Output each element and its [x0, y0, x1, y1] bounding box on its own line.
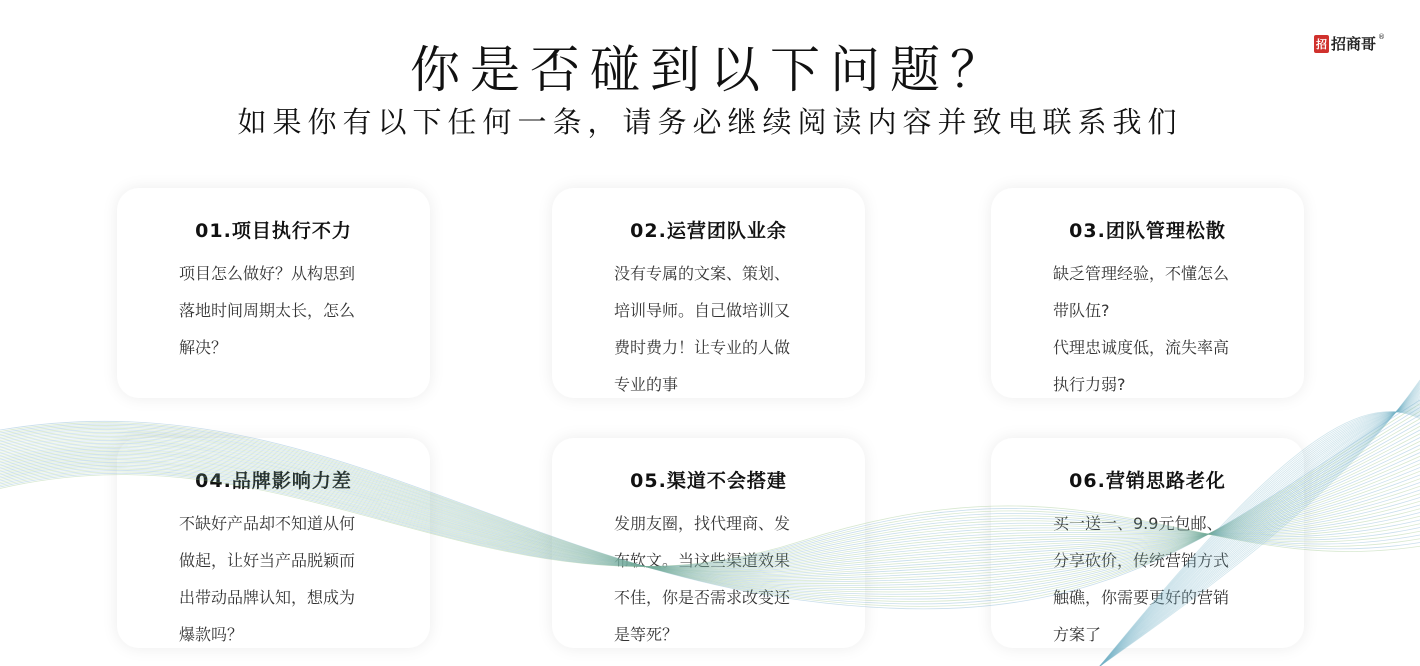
problem-card	[552, 188, 865, 398]
card-title: 05.渠道不会搭建	[630, 470, 787, 492]
logo-text: 招商哥	[1331, 35, 1377, 53]
card-text-line: 代理忠诚度低，流失率高	[1053, 338, 1230, 357]
logo-mark-icon: 招	[1314, 35, 1329, 53]
card-title: 02.运营团队业余	[630, 220, 787, 242]
card-title: 06.营销思路老化	[1069, 470, 1226, 492]
card-text-line: 执行力弱?	[1053, 375, 1126, 394]
card-text-line: 落地时间周期太长，怎么	[179, 301, 356, 320]
card-body	[1053, 255, 1263, 403]
card-body	[614, 255, 824, 403]
card-text-line: 不缺好产品却不知道从何	[179, 514, 356, 533]
brand-logo	[1314, 33, 1385, 54]
card-text-line: 布软文。当这些渠道效果	[614, 551, 791, 570]
card-body	[1053, 505, 1263, 653]
problem-card	[552, 438, 865, 648]
card-text-line: 触礁，你需要更好的营销	[1053, 588, 1230, 607]
problem-card	[117, 188, 430, 398]
card-text-line: 分享砍价，传统营销方式	[1053, 551, 1230, 570]
card-text-line: 培训导师。自己做培训又	[614, 301, 791, 320]
problem-card	[117, 438, 430, 648]
card-title: 04.品牌影响力差	[195, 470, 352, 492]
problem-card	[991, 188, 1304, 398]
card-text-line: 是等死？	[614, 625, 679, 644]
card-text-line: 发朋友圈，找代理商、发	[614, 514, 791, 533]
card-text-line: 爆款吗？	[179, 625, 244, 644]
card-body	[179, 505, 389, 653]
registered-mark: ®	[1378, 33, 1386, 41]
card-text-line: 出带动品牌认知，想成为	[179, 588, 356, 607]
page-title: 你是否碰到以下问题？	[410, 41, 1010, 99]
card-text-line: 缺乏管理经验，不懂怎么	[1053, 264, 1230, 283]
card-text-line: 方案了	[1053, 625, 1102, 644]
card-text-line: 专业的事	[614, 375, 679, 394]
problem-card	[991, 438, 1304, 648]
card-text-line: 带队伍?	[1053, 301, 1110, 320]
card-text-line: 项目怎么做好？从构思到	[179, 264, 356, 283]
card-text-line: 买一送一、9.9元包邮、	[1053, 514, 1223, 533]
card-text-line: 费时费力！让专业的人做	[614, 338, 791, 357]
card-text-line: 不佳，你是否需求改变还	[614, 588, 791, 607]
card-text-line: 解决？	[179, 338, 228, 357]
card-body	[179, 255, 389, 366]
card-text-line: 做起，让好当产品脱颖而	[179, 551, 356, 570]
card-body	[614, 505, 824, 653]
card-title: 03.团队管理松散	[1069, 220, 1226, 242]
card-text-line: 没有专属的文案、策划、	[614, 264, 791, 283]
card-title: 01.项目执行不力	[195, 220, 352, 242]
page-subtitle: 如果你有以下任何一条，请务必继续阅读内容并致电联系我们	[237, 105, 1183, 139]
